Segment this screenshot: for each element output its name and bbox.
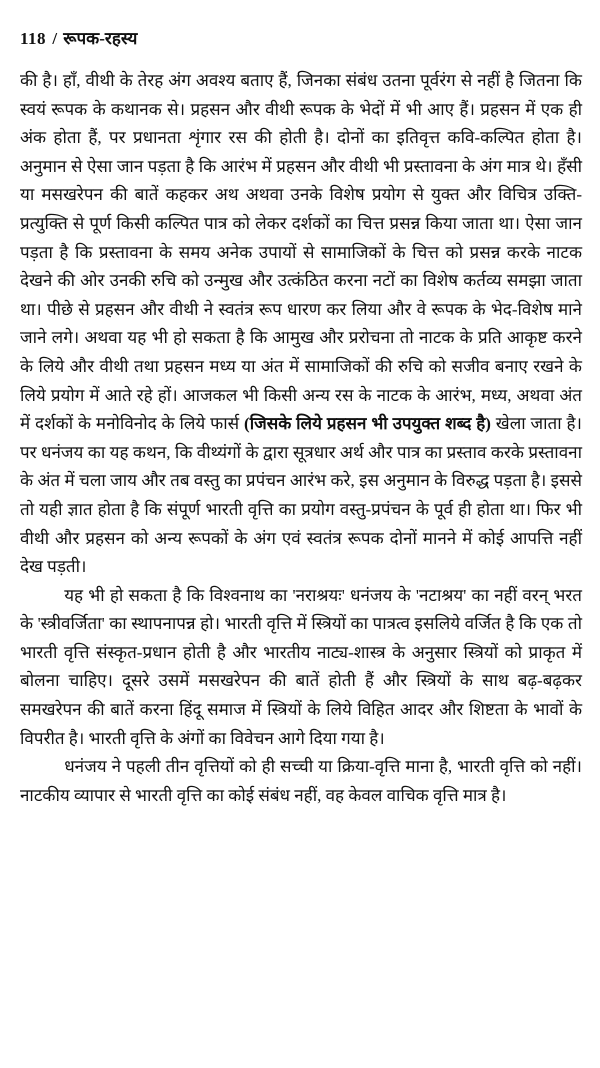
- header-separator: /: [48, 29, 62, 48]
- paragraph-1-text-a: की है। हाँ, वीथी के तेरह अंग अवश्य बताए हैं, जिनका संबंध उतना पूर्वरंग से नहीं है जितना कि स्वयं रूपक के कथानक से। प्रहसन और वीथी रूपक के भेदों में भी आए हैं। प्रहसन में एक ही अंक होता हैं, पर प्रधानता शृंगार रस की होती है। दोनों का इतिवृत्त कवि-कल्पित होता है। अनुमान से ऐसा जान पड़ता है कि आरंभ में प्रहसन और वीथी भी प्रस्तावना के अंग मात्र थे। हँसी या मसखरेपन की बातें कहकर अथ अथवा उनके विशेष प्रयोग से युक्त और विचित्र उक्ति-प्रत्युक्ति से पूर्ण किसी कल्पित पात्र को लेकर दर्शकों का चित्त प्रसन्न किया जाता था। ऐसा जान पड़ता है कि प्रस्तावना के समय अनेक उपायों से सामाजिकों के चित्त को प्रसन्न करके नाटक देखने की ओर उनकी रुचि को उन्मुख और उत्कंठित करना नटों का विशेष कर्तव्य समझा जाता था। पीछे से प्रहसन और वीथी ने स्वतंत्र रूप धारण कर लिया और वे रूपक के भेद-विशेष माने जाने लगे। अथवा यह भी हो सकता है कि आमुख और प्ररोचना तो नाटक के प्रति आकृष्ट करने के लिये और वीथी तथा प्रहसन मध्य या अंत में सामाजिकों की रुचि को सजीव बनाए रखने के लिये प्रयोग में आते रहे हों। आजकल भी किसी अन्य रस के नाटक के आरंभ, मध्य, अथवा अंत में दर्शकों के मनोविनोद के लिये फार्स: [20, 71, 582, 434]
- page-number: 118: [20, 29, 47, 48]
- paragraph-2: यह भी हो सकता है कि विश्वनाथ का 'नराश्रयः' धनंजय के 'नटाश्रय' का नहीं वरन् भरत के 'स्त्रीवर्जिता' का स्थापनापन्न हो। भारती वृत्ति में स्त्रियों का पात्रत्व इसलिये वर्जित है कि एक तो भारती वृत्ति संस्कृत-प्रधान होती है और भारतीय नाट्य-शास्त्र के अनुसार स्त्रियों को प्राकृत में बोलना चाहिए। दूसरे उसमें मसखरेपन की बातें होती हैं और स्त्रियों के साथ बढ़-बढ़कर समखरेपन की बातें करना हिंदू समाज में स्त्रियों के लिये विहित आदर और शिष्टता के भावों के विपरीत है। भारती वृत्ति के अंगों का विवेचन आगे दिया गया है।: [20, 585, 582, 748]
- paragraph-1-text-b: खेला जाता है। पर धनंजय का यह कथन, कि वीथ्यंगों के द्वारा सूत्रधार अर्थ और पात्र का प्रस्ताव करके प्रस्तावना के अंत में चला जाय और तब वस्तु का प्रपंचन आरंभ करे, इस अनुमान के विरुद्ध पड़ता है। इससे तो यही ज्ञात होता है कि संपूर्ण भारती वृत्ति का प्रयोग वस्तु-प्रपंचन के पूर्व ही होता था। फिर भी वीथी और प्रहसन को अन्य रूपकों के अंग एवं स्वतंत्र रूपक दोनों मानने में कोई आपत्ति नहीं देख पड़ती।: [20, 414, 582, 577]
- paragraph-1-bold-phrase: (जिसके लिये प्रहसन भी उपयुक्त शब्द है): [244, 414, 491, 434]
- page-header: [20, 26, 582, 49]
- paragraph-3: धनंजय ने पहली तीन वृत्तियों को ही सच्ची या क्रिया-वृत्ति माना है, भारती वृत्ति को नहीं। नाटकीय व्यापार से भारती वृत्ति का कोई संबंध नहीं, वह केवल वाचिक वृत्ति मात्र है।: [20, 757, 582, 805]
- paragraph-1: [20, 67, 582, 582]
- page-body: [20, 67, 582, 810]
- book-title: रूपक-रहस्य: [63, 29, 138, 48]
